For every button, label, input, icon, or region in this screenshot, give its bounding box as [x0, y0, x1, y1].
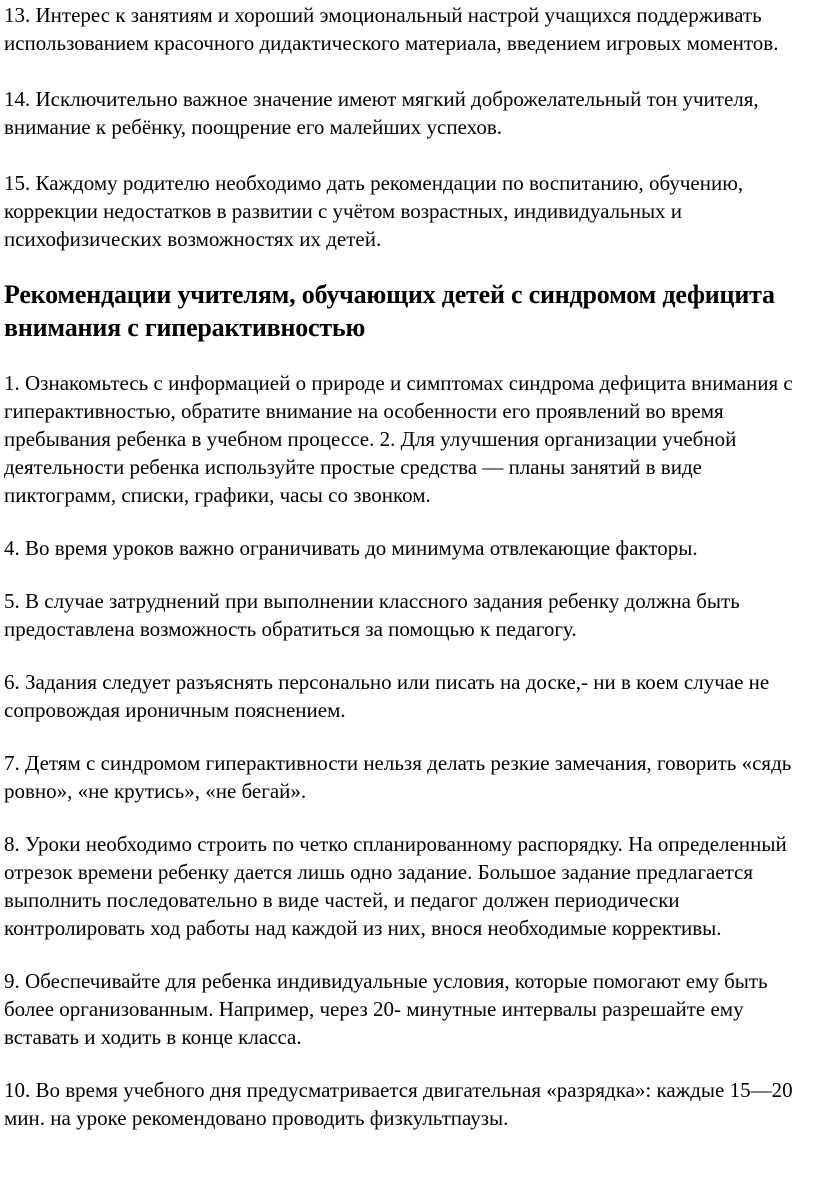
- recommendation-7: 7. Детям с синдромом гиперактивности нельзя делать резкие замечания, говорить «сядь ровно», «не крутись», «не бегай».: [4, 751, 792, 803]
- recommendation-1-2: 1. Ознакомьтесь с информацией о природе и симптомах синдрома дефицита внимания с гиперактивностью, обратите внимание на особенности его проявлений во время пребывания ребенка в учебном процессе. 2. Для улучшения организации учебной деятельности ребенка используйте простые средства — планы занятий в виде пиктограмм, списки, графики, часы со звонком.: [4, 371, 793, 507]
- recommendation-8: 8. Уроки необходимо строить по четко спланированному распорядку. На определенный отрезок времени ребенку дается лишь одно задание. Большое задание предлагается выполнить последовательно в виде частей, и педагог должен периодически контролировать ход работы над каждой из них, внося необходимые коррективы.: [4, 832, 787, 940]
- recommendation-9: 9. Обеспечивайте для ребенка индивидуальные условия, которые помогают ему быть более организованным. Например, через 20- минутные интервалы разрешайте ему вставать и ходить в конце класса.: [4, 969, 768, 1049]
- recommendation-10: 10. Во время учебного дня предусматривается двигательная «разрядка»: каждые 15—20 мин. на уроке рекомендовано проводить физкультпаузы.: [4, 1078, 793, 1130]
- paragraph-15: 15. Каждому родителю необходимо дать рекомендации по воспитанию, обучению, коррекции недостатков в развитии с учётом возрастных, индивидуальных и психофизических возможностях их детей.: [4, 171, 744, 251]
- section-heading: Рекомендации учителям, обучающих детей с синдромом дефицита внимания с гиперактивностью: [4, 280, 775, 342]
- recommendation-6: 6. Задания следует разъяснять персонально или писать на доске,- ни в коем случае не сопровождая ироничным пояснением.: [4, 670, 770, 722]
- recommendation-4: 4. Во время уроков важно ограничивать до минимума отвлекающие факторы.: [4, 536, 698, 560]
- document-page: [4, 0, 812, 1132]
- recommendation-5: 5. В случае затруднений при выполнении классного задания ребенку должна быть предоставлена возможность обратиться за помощью к педагогу.: [4, 589, 740, 641]
- paragraph-13: 13. Интерес к занятиям и хороший эмоциональный настрой учащихся поддерживать использованием красочного дидактического материала, введением игровых моментов.: [4, 3, 779, 55]
- paragraph-14: 14. Исключительно важное значение имеют мягкий доброжелательный тон учителя, внимание к ребёнку, поощрение его малейших успехов.: [4, 87, 759, 139]
